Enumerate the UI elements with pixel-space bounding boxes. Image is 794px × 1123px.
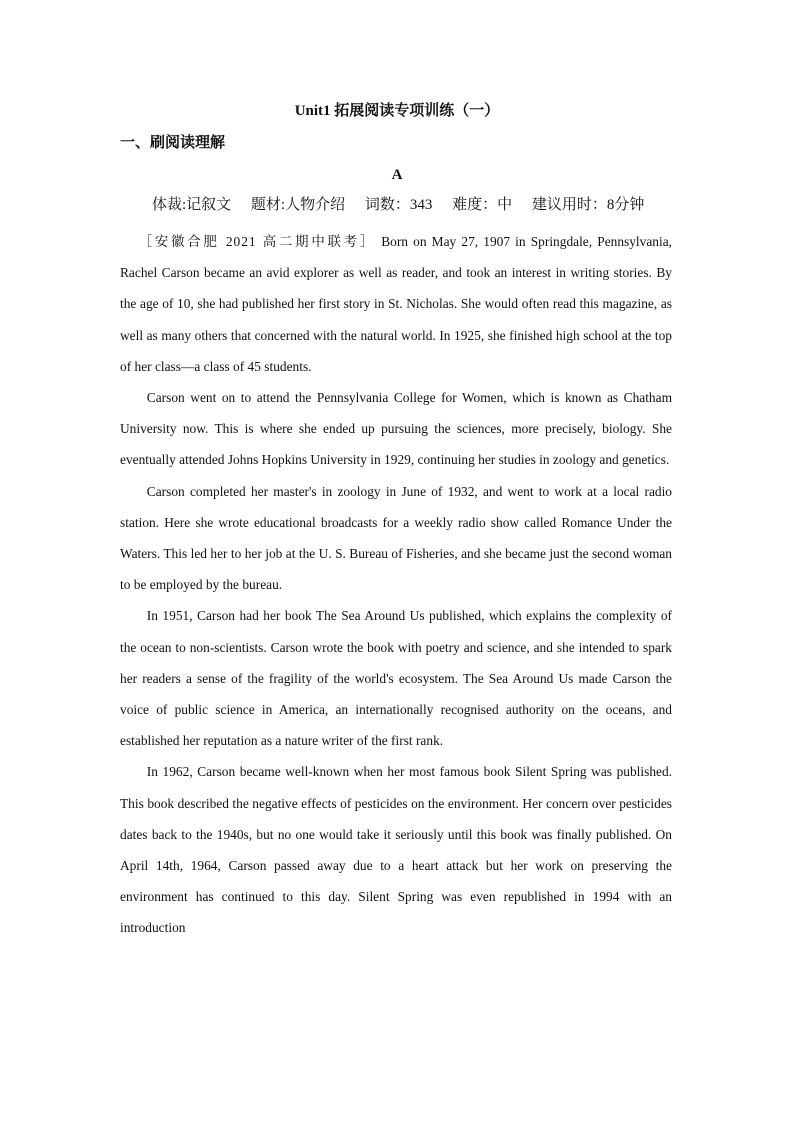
paragraph-2: Carson went on to attend the Pennsylvania College for Women, which is known as Chatham University now. This is where she ended up pursuing the sciences, more precisely, biology. She eventually attended Johns Hopkins University in 1929, continuing her studies in zoology and genetics.	[120, 390, 672, 468]
paragraph-1	[120, 226, 672, 382]
source-tag: ［安徽合肥 2021 高二期中联考］	[138, 234, 377, 249]
paragraph-3: Carson completed her master's in zoology in June of 1932, and went to work at a local radio station. Here she wrote educational broadcasts for a weekly radio show called Romance Under the Waters. This led her to her job at the U. S. Bureau of Fisheries, and she became just the second woman to be employed by the bureau.	[120, 483, 672, 593]
meta-topic: 题材:人物介绍	[250, 197, 346, 213]
meta-genre: 体裁:记叙文	[152, 197, 232, 213]
passage-body	[120, 226, 672, 944]
meta-suggested-time: 建议用时：8分钟	[531, 197, 645, 213]
section-heading: 一、刷阅读理解	[120, 135, 226, 151]
paragraph-5: In 1962, Carson became well-known when her most famous book Silent Spring was published. This book described the negative effects of pesticides on the environment. Her concern over pesticides dates back to the 1940s, but no one would take it seriously until this book was finally published. On April 14th, 1964, Carson passed away due to a heart attack but her work on preserving the environment has continued to this day. Silent Spring was even republished in 1994 with an introduction	[120, 764, 672, 936]
passage-meta	[152, 194, 658, 216]
meta-difficulty: 难度：中	[452, 197, 513, 213]
page-title: Unit1 拓展阅读专项训练（一）	[294, 103, 500, 119]
paragraph-1-text: Born on May 27, 1907 in Springdale, Pennsylvania, Rachel Carson became an avid explorer as well as reader, and took an interest in writing stories. By the age of 10, she had published her first story in St. Nicholas. She would often read this magazine, as well as many others that concerned with the natural world. In 1925, she finished high school at the top of her class—a class of 45 students.	[120, 234, 672, 374]
meta-word-count: 词数：343	[364, 197, 433, 213]
passage-label: A	[391, 167, 403, 183]
paragraph-4: In 1951, Carson had her book The Sea Around Us published, which explains the complexity of the ocean to non-scientists. Carson wrote the book with poetry and science, and she intended to spark her readers a sense of the fragility of the world's ecosystem. The Sea Around Us made Carson the voice of public science in America, an internationally recognised authority on the oceans, and established her reputation as a nature writer of the first rank.	[120, 608, 672, 749]
